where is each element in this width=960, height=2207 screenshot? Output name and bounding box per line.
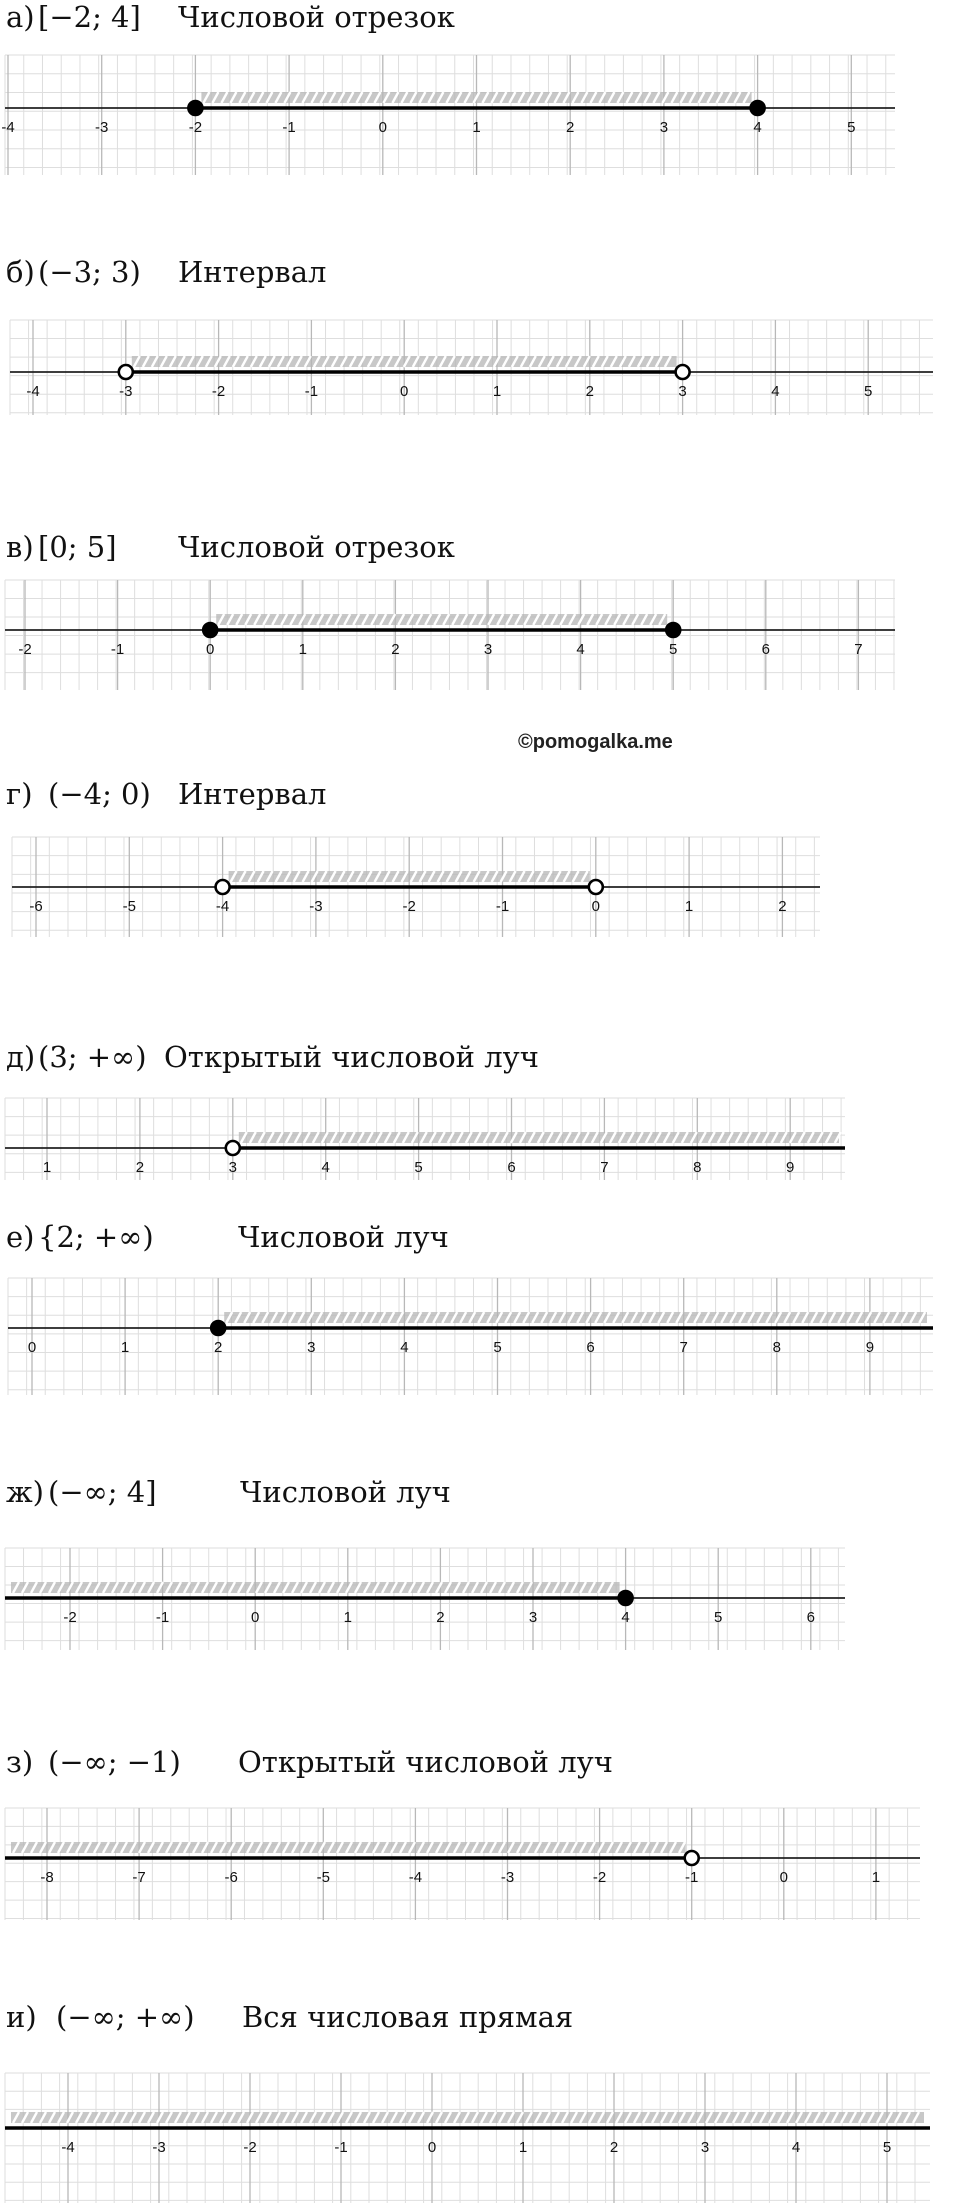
item-prefix: б)	[6, 255, 35, 289]
tick-label: 9	[786, 1159, 795, 1176]
tick-label: -5	[122, 898, 136, 915]
item-prefix: з)	[6, 1745, 34, 1779]
item-name: Интервал	[178, 777, 327, 811]
tick-label: 2	[585, 383, 594, 400]
tick-label: 1	[120, 1339, 130, 1356]
number-line	[0, 777, 960, 952]
tick-label: 7	[679, 1339, 688, 1356]
grid	[5, 1808, 920, 1920]
tick-label: 2	[566, 119, 575, 136]
tick-label: -1	[495, 898, 510, 915]
right-endpoint	[619, 1591, 633, 1605]
tick-label: 5	[493, 1339, 502, 1356]
item-name: Вся числовая прямая	[242, 2000, 574, 2034]
tick-label: -4	[215, 898, 230, 915]
item-notation: (−∞; 4]	[48, 1475, 157, 1509]
item-prefix: ж)	[6, 1475, 44, 1509]
tick-label: 3	[307, 1339, 316, 1356]
tick-label: -4	[408, 1869, 423, 1886]
tick-label: -2	[402, 898, 416, 915]
tick-label: -1	[155, 1609, 170, 1626]
tick-label: 4	[621, 1609, 630, 1626]
right-endpoint	[589, 880, 603, 894]
item-d	[0, 777, 960, 952]
tick-label: 7	[854, 641, 863, 658]
item-name: Числовой отрезок	[178, 0, 455, 34]
item-notation: (3; +∞)	[38, 1040, 147, 1074]
tick-label: 6	[507, 1159, 516, 1176]
tick-label: 2	[391, 641, 400, 658]
grid	[5, 580, 895, 690]
tick-label: 8	[772, 1339, 781, 1356]
number-line	[0, 1745, 960, 1920]
tick-label: 4	[400, 1339, 409, 1356]
tick-label: 1	[472, 119, 481, 136]
tick-label: -6	[29, 898, 43, 915]
tick-label: -4	[1, 119, 15, 136]
tick-label: -2	[63, 1609, 77, 1626]
number-line	[0, 0, 960, 175]
item-e	[0, 1040, 960, 1195]
tick-label: 5	[669, 641, 678, 658]
tick-label: 9	[865, 1339, 875, 1356]
tick-label: 2	[214, 1339, 223, 1356]
tick-label: -1	[110, 641, 125, 658]
right-endpoint	[685, 1851, 699, 1865]
tick-label: -4	[61, 2139, 75, 2156]
grid	[10, 320, 933, 415]
tick-label: -1	[685, 1869, 699, 1886]
tick-label: 3	[483, 641, 493, 658]
tick-label: 1	[492, 383, 502, 400]
tick-label: 6	[586, 1339, 595, 1356]
item-prefix: в)	[6, 530, 34, 564]
tick-label: -8	[40, 1869, 54, 1886]
tick-label: -2	[243, 2139, 257, 2156]
number-line	[0, 1475, 960, 1650]
left-endpoint	[226, 1141, 240, 1155]
tick-label: 3	[528, 1609, 538, 1626]
item-notation: (−4; 0)	[48, 777, 151, 811]
item-prefix: г)	[6, 777, 33, 811]
tick-label: 0	[591, 898, 600, 915]
item-notation: [−2; 4]	[38, 0, 141, 34]
item-notation: (−∞; −1)	[48, 1745, 181, 1779]
watermark: ©pomogalka.me	[518, 731, 673, 753]
left-endpoint	[203, 623, 217, 637]
grid	[8, 1278, 933, 1395]
tick-label: 5	[414, 1159, 423, 1176]
tick-label: 0	[400, 383, 409, 400]
tick-label: 0	[251, 1609, 260, 1626]
tick-label: 5	[714, 1609, 723, 1626]
number-line	[0, 255, 960, 430]
number-line	[0, 2000, 960, 2207]
tick-label: 1	[298, 641, 307, 658]
item-prefix: а)	[6, 0, 35, 34]
tick-label: 1	[343, 1609, 352, 1626]
tick-label: -3	[500, 1869, 515, 1886]
tick-label: -2	[592, 1869, 607, 1886]
tick-label: 0	[378, 119, 387, 136]
item-c	[0, 530, 960, 705]
tick-label: 5	[847, 119, 856, 136]
tick-label: 6	[806, 1609, 815, 1626]
tick-label: -2	[211, 383, 226, 400]
tick-label: -4	[26, 383, 40, 400]
tick-label: 3	[228, 1159, 237, 1176]
tick-label: 5	[864, 383, 873, 400]
number-line	[0, 530, 960, 705]
tick-label: 4	[753, 119, 762, 136]
tick-label: -5	[316, 1869, 330, 1886]
tick-label: 2	[778, 898, 787, 915]
tick-label: 2	[609, 2139, 619, 2156]
tick-label: 3	[700, 2139, 710, 2156]
tick-label: 7	[600, 1159, 609, 1176]
item-b	[0, 255, 960, 430]
tick-label: 4	[576, 641, 585, 658]
number-line	[0, 1040, 960, 1195]
tick-label: 8	[693, 1159, 702, 1176]
tick-label: -3	[152, 2139, 166, 2156]
tick-label: 0	[206, 641, 215, 658]
left-endpoint	[216, 880, 230, 894]
tick-label: -3	[95, 119, 109, 136]
tick-label: 2	[436, 1609, 445, 1626]
tick-label: -6	[224, 1869, 238, 1886]
tick-label: 4	[771, 383, 780, 400]
item-f	[0, 1220, 960, 1395]
item-g	[0, 1475, 960, 1650]
item-name: Открытый числовой луч	[238, 1745, 613, 1779]
tick-label: -7	[132, 1869, 146, 1886]
item-prefix: д)	[6, 1040, 36, 1074]
right-endpoint	[676, 365, 690, 379]
hatch-band	[229, 871, 590, 882]
item-name: Числовой отрезок	[178, 530, 455, 564]
tick-label: 1	[42, 1159, 52, 1176]
item-a	[0, 0, 960, 175]
item-prefix: е)	[6, 1220, 35, 1254]
item-name: Числовой луч	[238, 1220, 449, 1254]
left-endpoint	[188, 101, 202, 115]
left-endpoint	[119, 365, 133, 379]
tick-label: -2	[18, 641, 32, 658]
tick-label: 1	[871, 1869, 881, 1886]
item-prefix: и)	[6, 2000, 37, 2034]
tick-label: -2	[188, 119, 203, 136]
tick-label: 4	[791, 2139, 801, 2156]
right-endpoint	[751, 101, 765, 115]
item-notation: {2; +∞)	[38, 1220, 154, 1254]
tick-label: 3	[678, 383, 687, 400]
tick-label: 3	[659, 119, 669, 136]
tick-label: 0	[27, 1339, 37, 1356]
item-i	[0, 2000, 960, 2207]
item-name: Открытый числовой луч	[164, 1040, 539, 1074]
item-notation: (−∞; +∞)	[56, 2000, 195, 2034]
item-notation: [0; 5]	[38, 530, 117, 564]
tick-label: -3	[119, 383, 133, 400]
grid	[5, 2073, 930, 2203]
tick-label: 1	[684, 898, 694, 915]
tick-label: 5	[882, 2139, 892, 2156]
tick-label: -3	[309, 898, 323, 915]
item-notation: (−3; 3)	[38, 255, 141, 289]
tick-label: -1	[282, 119, 296, 136]
item-h	[0, 1745, 960, 1920]
tick-label: 2	[135, 1159, 145, 1176]
tick-label: 6	[761, 641, 770, 658]
tick-label: 0	[779, 1869, 788, 1886]
item-name: Интервал	[178, 255, 327, 289]
right-endpoint	[666, 623, 680, 637]
tick-label: 1	[518, 2139, 528, 2156]
tick-label: -1	[334, 2139, 348, 2156]
tick-label: 0	[427, 2139, 437, 2156]
left-endpoint	[211, 1321, 225, 1335]
number-line	[0, 1220, 960, 1395]
tick-label: 4	[321, 1159, 330, 1176]
item-name: Числовой луч	[240, 1475, 451, 1509]
tick-label: -1	[304, 383, 319, 400]
